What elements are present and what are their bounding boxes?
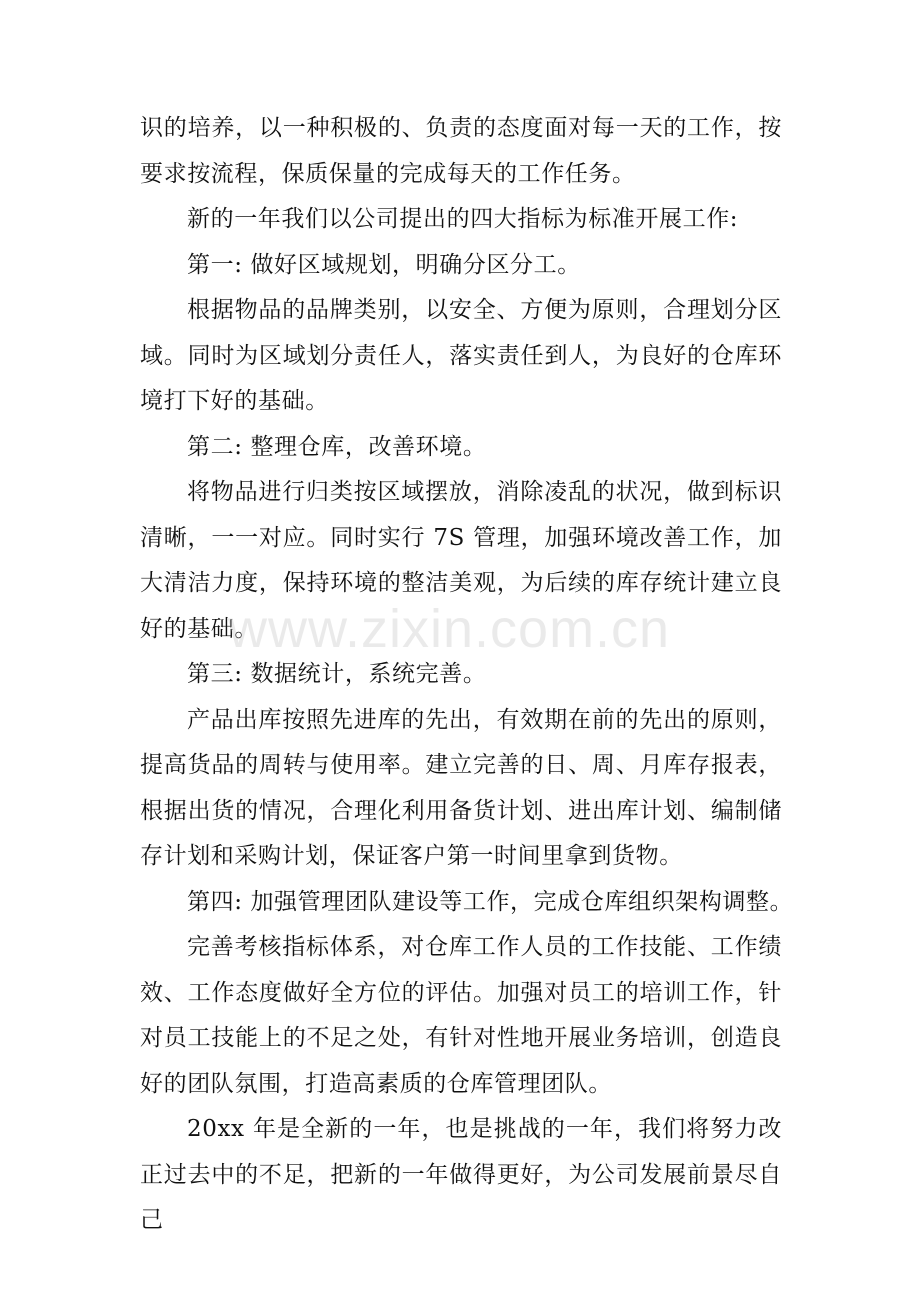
heading-first: 第一: 做好区域规划，明确分区分工。 (187, 251, 581, 278)
document-body (140, 106, 794, 1244)
paragraph-third-body: 产品出库按照先进库的先出，有效期在前的先出的原则，提高货品的周转与使用率。建立完善的日、周、月库存报表，根据出货的情况，合理化利用备货计划、进出库计划、编制储存计划和采购计划，保证客户第一时间里拿到货物。 (140, 706, 782, 869)
paragraph-fourth-body: 完善考核指标体系，对仓库工作人员的工作技能、工作绩效、工作态度做好全方位的评估。加强对员工的培训工作，针对员工技能上的不足之处，有针对性地开展业务培训，创造良好的团队氛围，打造高素质的仓库管理团队。 (140, 934, 782, 1097)
paragraph-second-body: 将物品进行归类按区域摆放，消除凌乱的状况，做到标识清晰，一一对应。同时实行 7S 管理，加强环境改善工作，加大清洁力度，保持环境的整洁美观，为后续的库存统计建立良好的基础。 (140, 479, 782, 642)
heading-fourth: 第四: 加强管理团队建设等工作，完成仓库组织架构调整。 (187, 888, 794, 915)
paragraph-first-body: 根据物品的品牌类别，以安全、方便为原则，合理划分区域。同时为区域划分责任人，落实责任到人，为良好的仓库环境打下好的基础。 (140, 297, 782, 414)
paragraph-four-indicators: 新的一年我们以公司提出的四大指标为标准开展工作: (187, 206, 739, 232)
paragraph-closing: 20xx 年是全新的一年，也是挑战的一年，我们将努力改正过去中的不足，把新的一年做得更好，为公司发展前景尽自己 (140, 1116, 782, 1233)
heading-third: 第三: 数据统计，系统完善。 (187, 661, 487, 687)
heading-second: 第二: 整理仓库，改善环境。 (187, 433, 487, 460)
paragraph-intro-continuation: 识的培养，以一种积极的、负责的态度面对每一天的工作，按要求按流程，保质保量的完成每天的工作任务。 (140, 115, 782, 187)
watermark-text: www.zixin.com.cn (228, 599, 671, 659)
